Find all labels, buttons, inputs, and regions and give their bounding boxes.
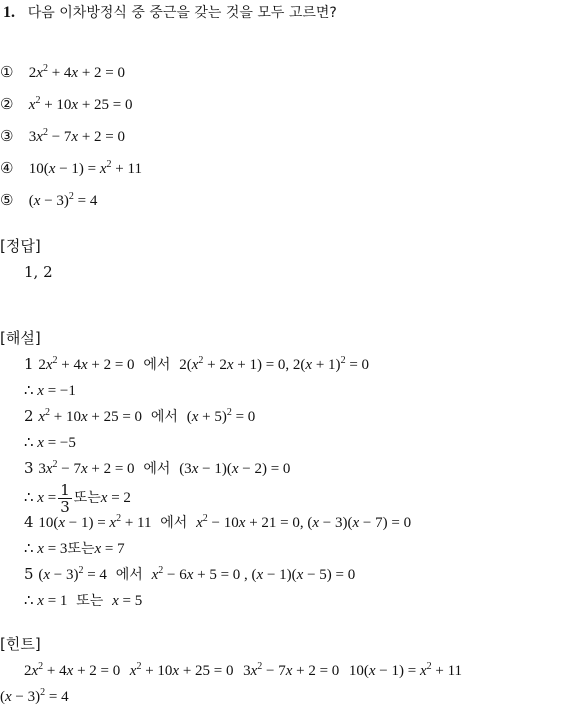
explanation-result-5: ∴ x = 1 또는 x = 5: [24, 593, 143, 609]
explanation-item-2: 2 $x^2 + 10x + 25 = 0$ 에서 $(x + 5)^2 = 0$: [24, 407, 256, 425]
choice-4[interactable]: [0, 158, 142, 179]
explanation-item-3: 3 $3x^2 - 7x + 2 = 0$ 에서 (3x − 1)(x − 2) = 0: [24, 459, 291, 477]
ttoneun-label: 또는: [67, 541, 95, 557]
explanation-result-1: ∴ x = −1: [24, 383, 76, 399]
choice-4-mark: ④: [0, 159, 14, 177]
choice-2[interactable]: [0, 94, 133, 115]
choice-3-equation: $3x^2 - 7x + 2 = 0$: [28, 127, 126, 145]
ttoneun-label: 또는: [73, 490, 101, 506]
eseo-label: 에서: [160, 515, 188, 531]
choice-1-equation: $2x^2 + 4x + 2 = 0$: [28, 63, 126, 81]
explanation-result-2: ∴ x = −5: [24, 435, 76, 451]
hint-equations-line-2: $(x - 3)^2 = 4$: [0, 687, 69, 705]
choice-2-mark: ②: [0, 95, 14, 113]
choice-4-equation: $10(x - 1) = x^2 + 11$: [28, 159, 142, 177]
choice-1-mark: ①: [0, 63, 14, 81]
choice-3-mark: ③: [0, 127, 14, 145]
explanation-heading: [해설]: [0, 329, 41, 347]
explanation-result-3: ∴ x = $\frac{1}{3}$ 또는x = 2: [24, 480, 131, 516]
question-line: [3, 2, 337, 23]
eseo-label: 에서: [115, 567, 143, 583]
hint-heading: [힌트]: [0, 635, 41, 653]
question-text: 다음 이차방정식 중 중근을 갖는 것을 모두 고르면?: [27, 5, 337, 21]
fraction-one-third: $\frac{1}{3}$: [60, 480, 70, 516]
choice-2-equation: $x^2 + 10x + 25 = 0$: [28, 95, 133, 113]
choice-5-equation: $(x - 3)^2 = 4$: [28, 191, 98, 209]
choice-3[interactable]: [0, 126, 125, 147]
choice-5-mark: ⑤: [0, 191, 14, 209]
explanation-result-4: ∴ x = 3또는x = 7: [24, 541, 125, 557]
answer-value: 1, 2: [24, 263, 53, 281]
hint-equations-line-1: $2x^2 + 4x + 2 = 0$ $x^2 + 10x + 25 = 0$ $3x^2 - 7x + 2 = 0$ $10(x - 1) = x^2 + 11$: [24, 661, 463, 679]
ttoneun-label: 또는: [76, 593, 104, 609]
eseo-label: 에서: [143, 357, 171, 373]
eseo-label: 에서: [143, 461, 171, 477]
explanation-item-1: 1 $2x^2 + 4x + 2 = 0$ 에서 $2(x^2 + 2x + 1) = 0$, $2(x + 1)^2 = 0$: [24, 355, 370, 373]
explanation-item-5: 5 $(x - 3)^2 = 4$ 에서 $x^2 - 6x + 5 = 0$ , (x − 1)(x − 5) = 0: [24, 565, 356, 583]
explanation-item-4: 4 $10(x - 1) = x^2 + 11$ 에서 $x^2 - 10x + 21 = 0$, (x − 3)(x − 7) = 0: [24, 513, 412, 531]
answer-heading: [정답]: [0, 237, 41, 255]
question-number: 1.: [3, 4, 15, 21]
eseo-label: 에서: [150, 409, 178, 425]
choice-5[interactable]: [0, 190, 97, 211]
choice-1[interactable]: [0, 62, 125, 83]
